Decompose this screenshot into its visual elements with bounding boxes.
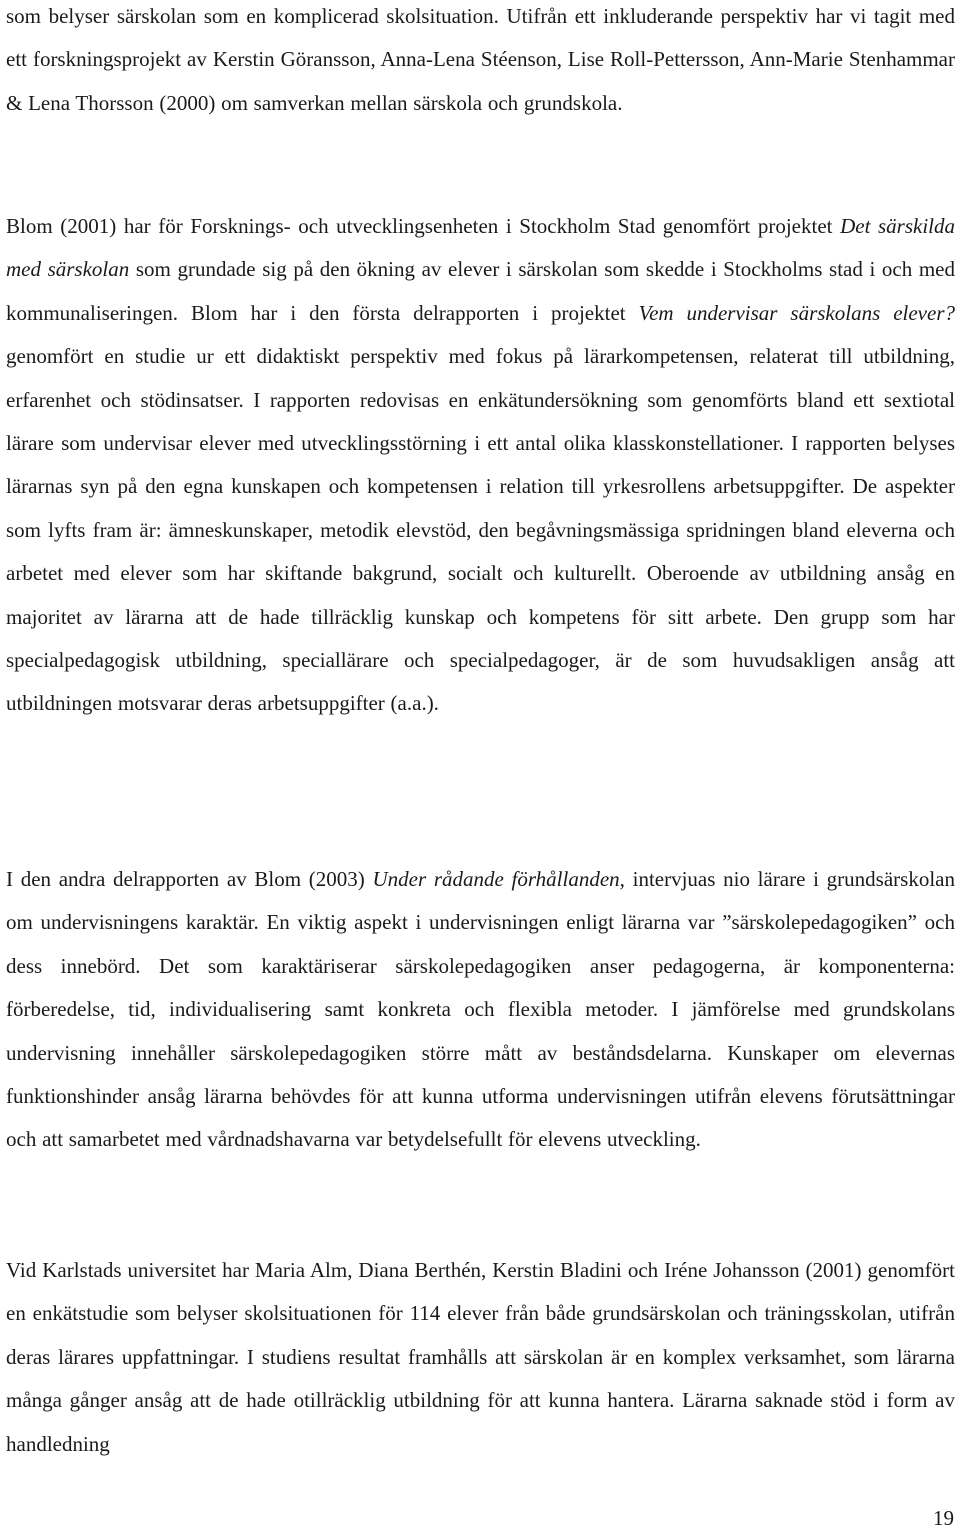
paragraph-1-text: som belyser särskolan som en komplicerad skolsituation. Utifrån ett inkluderande perspektiv har vi tagit med ett forskningsprojekt av Kerstin Göransson, Anna-Lena Stéenson, Lise Roll-Pettersson, Ann-Marie Stenhammar & Lena Thorsson (2000) om samverkan mellan särskola och grundskola. — [6, 4, 955, 115]
paragraph-3-text-a: I den andra delrapporten av Blom (2003) — [6, 867, 373, 891]
paragraph-1 — [6, 0, 955, 125]
paragraph-4 — [6, 1249, 955, 1466]
paragraph-2-text-b: som grundade sig på den ökning av elever i särskolan som skedde i Stockholms stad i och med kommunaliseringen. Blom har i den första delrapporten i projektet — [6, 257, 955, 325]
paragraph-2-text-a: Blom (2001) har för Forsknings- och utvecklingsenheten i Stockholm Stad genomfört projektet — [6, 214, 841, 238]
paragraph-3-italic-title: Under rådande förhållanden, — [372, 867, 625, 891]
paragraph-3-text-b: intervjuas nio lärare i grundsärskolan om undervisningens karaktär. En viktig aspekt i undervisningen enligt lärarna var ”särskolepedagogiken” och dess innebörd. Det som karaktäriserar särskolepedagogiken anser pedagogerna, är komponenterna: förberedelse, tid, individualisering samt konkreta och flexibla metoder. I jämförelse med grundskolans undervisning innehåller särskolepedagogiken större mått av beståndsdelarna. Kunskaper om elevernas funktionshinder ansåg lärarna behövdes för att kunna utforma undervisningen utifrån elevens förutsättningar och att samarbetet med vårdnadshavarna var betydelsefullt för elevens utveckling. — [6, 867, 955, 1152]
paragraph-4-text: Vid Karlstads universitet har Maria Alm, Diana Berthén, Kerstin Bladini och Iréne Johansson (2001) genomfört en enkätstudie som belyser skolsituationen för 114 elever från både grundsärskolan och träningsskolan, utifrån deras lärares uppfattningar. I studiens resultat framhålls att särskolan är en komplex verksamhet, som lärarna många gånger ansåg att de hade otillräcklig utbildning för att kunna hantera. Lärarna saknade stöd i form av handledning — [6, 1258, 955, 1456]
paragraph-2 — [6, 205, 955, 726]
paragraph-3 — [6, 858, 955, 1162]
paragraph-2-text-c: genomfört en studie ur ett didaktiskt perspektiv med fokus på lärarkompetensen, relaterat till utbildning, erfarenhet och stödinsatser. I rapporten redovisas en enkätundersökning som genomförts bland ett sextiotal lärare som undervisar elever med utvecklingsstörning i ett antal olika klasskonstellationer. I rapporten belyses lärarnas syn på den egna kunskapen och kompetensen i relation till yrkesrollens arbetsuppgifter. De aspekter som lyfts fram är: ämneskunskaper, metodik elevstöd, den begåvningsmässiga spridningen bland eleverna och arbetet med elever som har skiftande bakgrund, socialt och kulturellt. Oberoende av utbildning ansåg en majoritet av lärarna att de hade tillräcklig kunskap och kompetens för sitt arbete. Den grupp som har specialpedagogisk utbildning, speciallärare och specialpedagoger, är de som huvudsakligen ansåg att utbildningen motsvarar deras arbetsuppgifter (a.a.). — [6, 344, 955, 716]
paragraph-2-italic-title-b: Vem undervisar särskolans elever? — [638, 300, 955, 325]
paragraph-2-italic-title-a: Det särskilda med särskolan — [6, 214, 956, 282]
page-number: 19 — [933, 1506, 954, 1530]
